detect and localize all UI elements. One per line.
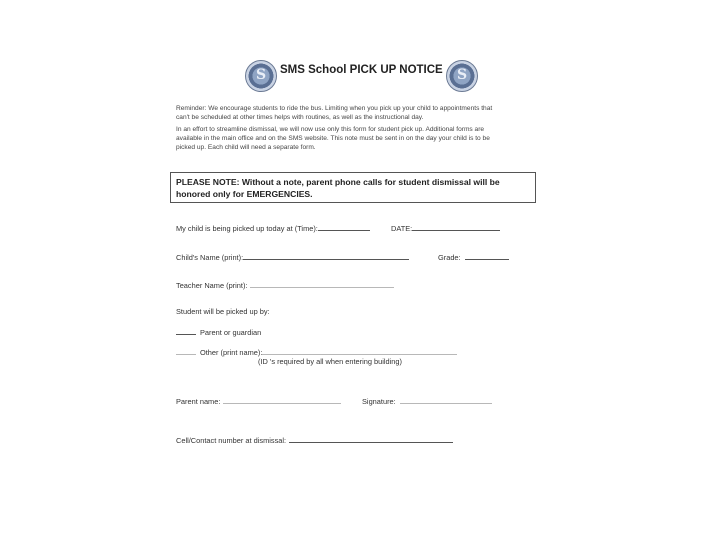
other-name-field[interactable] [262, 347, 457, 355]
other-option-checkline[interactable] [176, 347, 196, 355]
teacher-name-label: Teacher Name (print): [176, 281, 248, 290]
picked-up-by-label: Student will be picked up by: [176, 307, 270, 316]
date-field[interactable] [412, 223, 500, 231]
intro-line-3: In an effort to streamline dismissal, we will now use only this form for student pick up. Additional forms are [176, 126, 485, 133]
parent-name-label: Parent name: [176, 397, 221, 406]
intro-line-5: picked up. Each child will need a separate form. [176, 144, 316, 151]
parent-option-label: Parent or guardian [200, 328, 262, 337]
intro-line-2: can't be scheduled at other times helps with routines, as well as the instructional day. [176, 114, 424, 121]
intro-line-1: Reminder: We encourage students to ride the bus. Limiting when you pick up your child to appointments that [176, 105, 493, 112]
school-seal-left-icon: S [245, 60, 277, 92]
parent-option-row [176, 327, 261, 337]
other-option-label: Other (print name): [200, 348, 263, 357]
pickup-time-label: My child is being picked up today at (Time): [176, 224, 318, 233]
grade-label: Grade: [438, 253, 461, 262]
teacher-name-row [176, 280, 394, 290]
date-label: DATE: [391, 224, 413, 233]
parent-name-row [176, 396, 341, 406]
child-name-field[interactable] [243, 252, 409, 260]
school-seal-right-icon: S [446, 60, 478, 92]
grade-row [438, 252, 509, 262]
teacher-name-field[interactable] [250, 280, 394, 288]
contact-number-label: Cell/Contact number at dismissal: [176, 436, 287, 445]
signature-field[interactable] [400, 396, 492, 404]
pickup-time-field[interactable] [318, 223, 370, 231]
notice-line-2: honored only for EMERGENCIES. [176, 189, 313, 199]
emergency-notice-box [170, 172, 536, 203]
grade-field[interactable] [465, 252, 509, 260]
contact-number-row [176, 435, 453, 445]
other-option-row [176, 347, 457, 357]
form-title: SMS School PICK UP NOTICE [280, 64, 443, 76]
signature-label: Signature: [362, 397, 396, 406]
contact-number-field[interactable] [289, 435, 453, 443]
parent-name-field[interactable] [223, 396, 341, 404]
parent-option-checkline[interactable] [176, 327, 196, 335]
notice-line-1: PLEASE NOTE: Without a note, parent phone calls for student dismissal will be [176, 177, 500, 187]
date-row [391, 223, 500, 233]
child-name-row [176, 252, 409, 262]
signature-row [362, 396, 492, 406]
id-required-note: (ID 's required by all when entering building) [258, 357, 402, 366]
pickup-time-row [176, 223, 370, 233]
intro-line-4: available in the main office and on the SMS website. This note must be sent in on the day your child is to be [176, 135, 490, 142]
child-name-label: Child's Name (print): [176, 253, 244, 262]
